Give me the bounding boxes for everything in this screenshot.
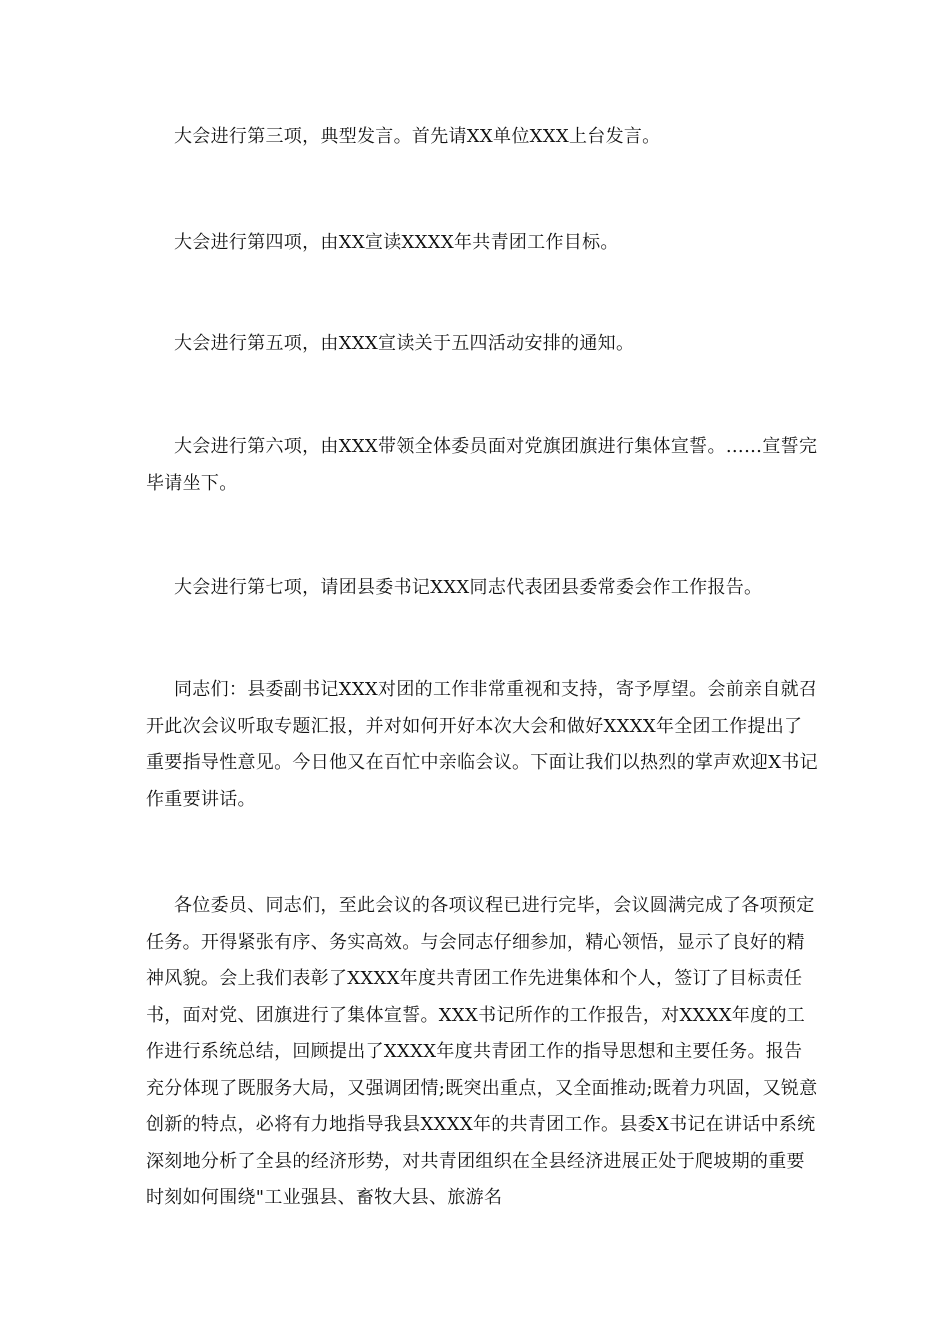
agenda-item-four-paragraph: 大会进行第四项，由XX宣读XXXX年共青团工作目标。	[174, 232, 619, 253]
agenda-item-seven-paragraph: 大会进行第七项，请团县委书记XXX同志代表团县委常委会作工作报告。	[174, 577, 763, 598]
agenda-item-six-paragraph: 大会进行第六项，由XXX带领全体委员面对党旗团旗进行集体宣誓。……宣誓完毕请坐下。	[146, 436, 818, 494]
closing-summary-paragraph: 各位委员、同志们，至此会议的各项议程已进行完毕，会议圆满完成了各项预定任务。开得紧张有序、务实高效。与会同志仔细参加，精心领悟，显示了良好的精神风貌。会上我们表彰了XXXX年度共青团工作先进集体和个人，签订了目标责任书，面对党、团旗进行了集体宣誓。XXX书记所作的工作报告，对XXXX年度的工作进行系统总结，回顾提出了XXXX年度共青团工作的指导思想和主要任务。报告充分体现了既服务大局，又强调团情;既突出重点，又全面推动;既着力巩固，又锐意创新的特点，必将有力地指导我县XXXX年的共青团工作。县委X书记在讲话中系统深刻地分析了全县的经济形势，对共青团组织在全县经济进展正处于爬坡期的重要时刻如何围绕"工业强县、畜牧大县、旅游名	[146, 895, 818, 1208]
agenda-item-five-paragraph: 大会进行第五项，由XXX宣读关于五四活动安排的通知。	[174, 333, 635, 354]
agenda-item-three-paragraph: 大会进行第三项，典型发言。首先请XX单位XXX上台发言。	[174, 126, 661, 147]
speech-introduction-paragraph: 同志们：县委副书记XXX对团的工作非常重视和支持，寄予厚望。会前亲自就召开此次会议听取专题汇报，并对如何开好本次大会和做好XXXX年全团工作提出了重要指导性意见。今日他又在百忙中亲临会议。下面让我们以热烈的掌声欢迎X书记作重要讲话。	[146, 679, 818, 810]
